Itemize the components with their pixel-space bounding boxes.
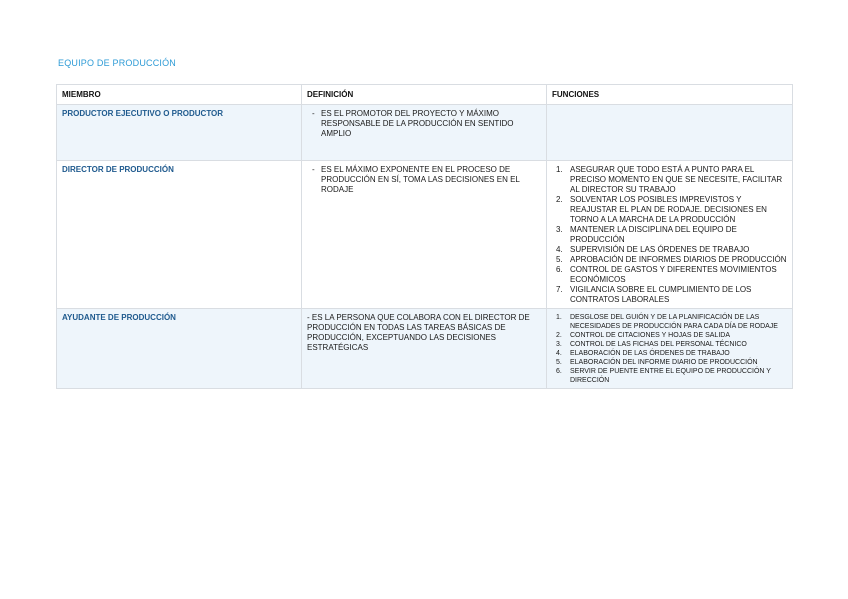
functions-list <box>552 165 787 305</box>
list-number: 3. <box>556 341 562 348</box>
list-number: 1. <box>556 165 563 174</box>
function-text: MANTENER LA DISCIPLINA DEL EQUIPO DE PRODUCCIÓN <box>570 225 737 244</box>
list-item <box>552 331 787 340</box>
member-cell <box>57 105 302 161</box>
header-member: MIEMBRO <box>57 85 302 105</box>
list-item <box>552 265 787 285</box>
list-number: 6. <box>556 265 563 274</box>
dash-marker: - <box>312 109 315 118</box>
page-title: EQUIPO DE PRODUCCIÓN <box>58 58 177 68</box>
member-name: DIRECTOR DE PRODUCCIÓN <box>62 165 174 174</box>
list-number: 6. <box>556 368 562 375</box>
definition-cell <box>302 105 547 161</box>
list-number: 1. <box>556 314 562 321</box>
function-text: SERVIR DE PUENTE ENTRE EL EQUIPO DE PRODUCCIÓN Y DIRECCIÓN <box>570 368 771 384</box>
dash-marker: - <box>312 165 315 174</box>
list-number: 5. <box>556 359 562 366</box>
definition-text: - ES LA PERSONA QUE COLABORA CON EL DIRECTOR DE PRODUCCIÓN EN TODAS LAS TAREAS BÁSICAS DE PRODUCCIÓN, EXCEPTUANDO LAS DECISIONES ESTRATÉGICAS <box>307 313 530 352</box>
list-number: 5. <box>556 255 563 264</box>
functions-list <box>552 313 787 385</box>
list-item <box>552 195 787 225</box>
definition-item <box>307 109 541 139</box>
function-text: CONTROL DE CITACIONES Y HOJAS DE SALIDA <box>570 332 730 339</box>
member-cell <box>57 309 302 389</box>
function-text: CONTROL DE GASTOS Y DIFERENTES MOVIMIENTOS ECONÓMICOS <box>570 265 777 284</box>
table-row <box>57 309 793 389</box>
header-definition: DEFINICIÓN <box>302 85 547 105</box>
member-name: PRODUCTOR EJECUTIVO O PRODUCTOR <box>62 109 224 118</box>
list-number: 2. <box>556 332 562 339</box>
function-text: ASEGURAR QUE TODO ESTÁ A PUNTO PARA EL PRECISO MOMENTO EN QUE SE NECESITE, FACILITAR AL DIRECTOR SU TRABAJO <box>570 165 783 194</box>
list-number: 2. <box>556 195 563 204</box>
list-item <box>552 285 787 305</box>
member-name: AYUDANTE DE PRODUCCIÓN <box>62 313 176 322</box>
table-row <box>57 105 793 161</box>
list-item <box>552 165 787 195</box>
list-item <box>552 340 787 349</box>
list-number: 4. <box>556 350 562 357</box>
table-row <box>57 161 793 309</box>
function-text: CONTROL DE LAS FICHAS DEL PERSONAL TÉCNICO <box>570 341 747 348</box>
function-text: SOLVENTAR LOS POSIBLES IMPREVISTOS Y REAJUSTAR EL PLAN DE RODAJE. DECISIONES EN TORNO A LA MARCHA DE LA PRODUCCIÓN <box>570 195 767 224</box>
list-item <box>552 367 787 385</box>
function-text: APROBACIÓN DE INFORMES DIARIOS DE PRODUCCIÓN <box>570 255 787 264</box>
list-number: 7. <box>556 285 563 294</box>
function-text: SUPERVISIÓN DE LAS ÓRDENES DE TRABAJO <box>570 245 750 254</box>
list-item <box>552 358 787 367</box>
list-item <box>552 349 787 358</box>
production-team-table <box>56 84 793 389</box>
function-text: DESGLOSE DEL GUIÓN Y DE LA PLANIFICACIÓN DE LAS NECESIDADES DE PRODUCCIÓN PARA CADA DÍA DE RODAJE <box>570 314 778 330</box>
member-cell <box>57 161 302 309</box>
list-item <box>552 313 787 331</box>
functions-cell <box>547 309 793 389</box>
functions-cell <box>547 161 793 309</box>
functions-cell <box>547 105 793 161</box>
header-functions: FUNCIONES <box>547 85 793 105</box>
definition-text: ES EL MÁXIMO EXPONENTE EN EL PROCESO DE PRODUCCIÓN EN SÍ, TOMA LAS DECISIONES EN EL RODAJE <box>321 165 520 194</box>
definition-cell <box>302 161 547 309</box>
definition-text: ES EL PROMOTOR DEL PROYECTO Y MÁXIMO RESPONSABLE DE LA PRODUCCIÓN EN SENTIDO AMPLIO <box>321 109 514 138</box>
list-item <box>552 245 787 255</box>
table-header-row <box>57 85 793 105</box>
function-text: ELABORACIÓN DEL INFORME DIARIO DE PRODUCCIÓN <box>570 359 758 366</box>
function-text: ELABORACIÓN DE LAS ÓRDENES DE TRABAJO <box>570 350 730 357</box>
definition-item <box>307 165 541 195</box>
list-number: 4. <box>556 245 563 254</box>
list-item <box>552 255 787 265</box>
function-text: VIGILANCIA SOBRE EL CUMPLIMIENTO DE LOS CONTRATOS LABORALES <box>570 285 752 304</box>
definition-cell <box>302 309 547 389</box>
list-item <box>552 225 787 245</box>
list-number: 3. <box>556 225 563 234</box>
